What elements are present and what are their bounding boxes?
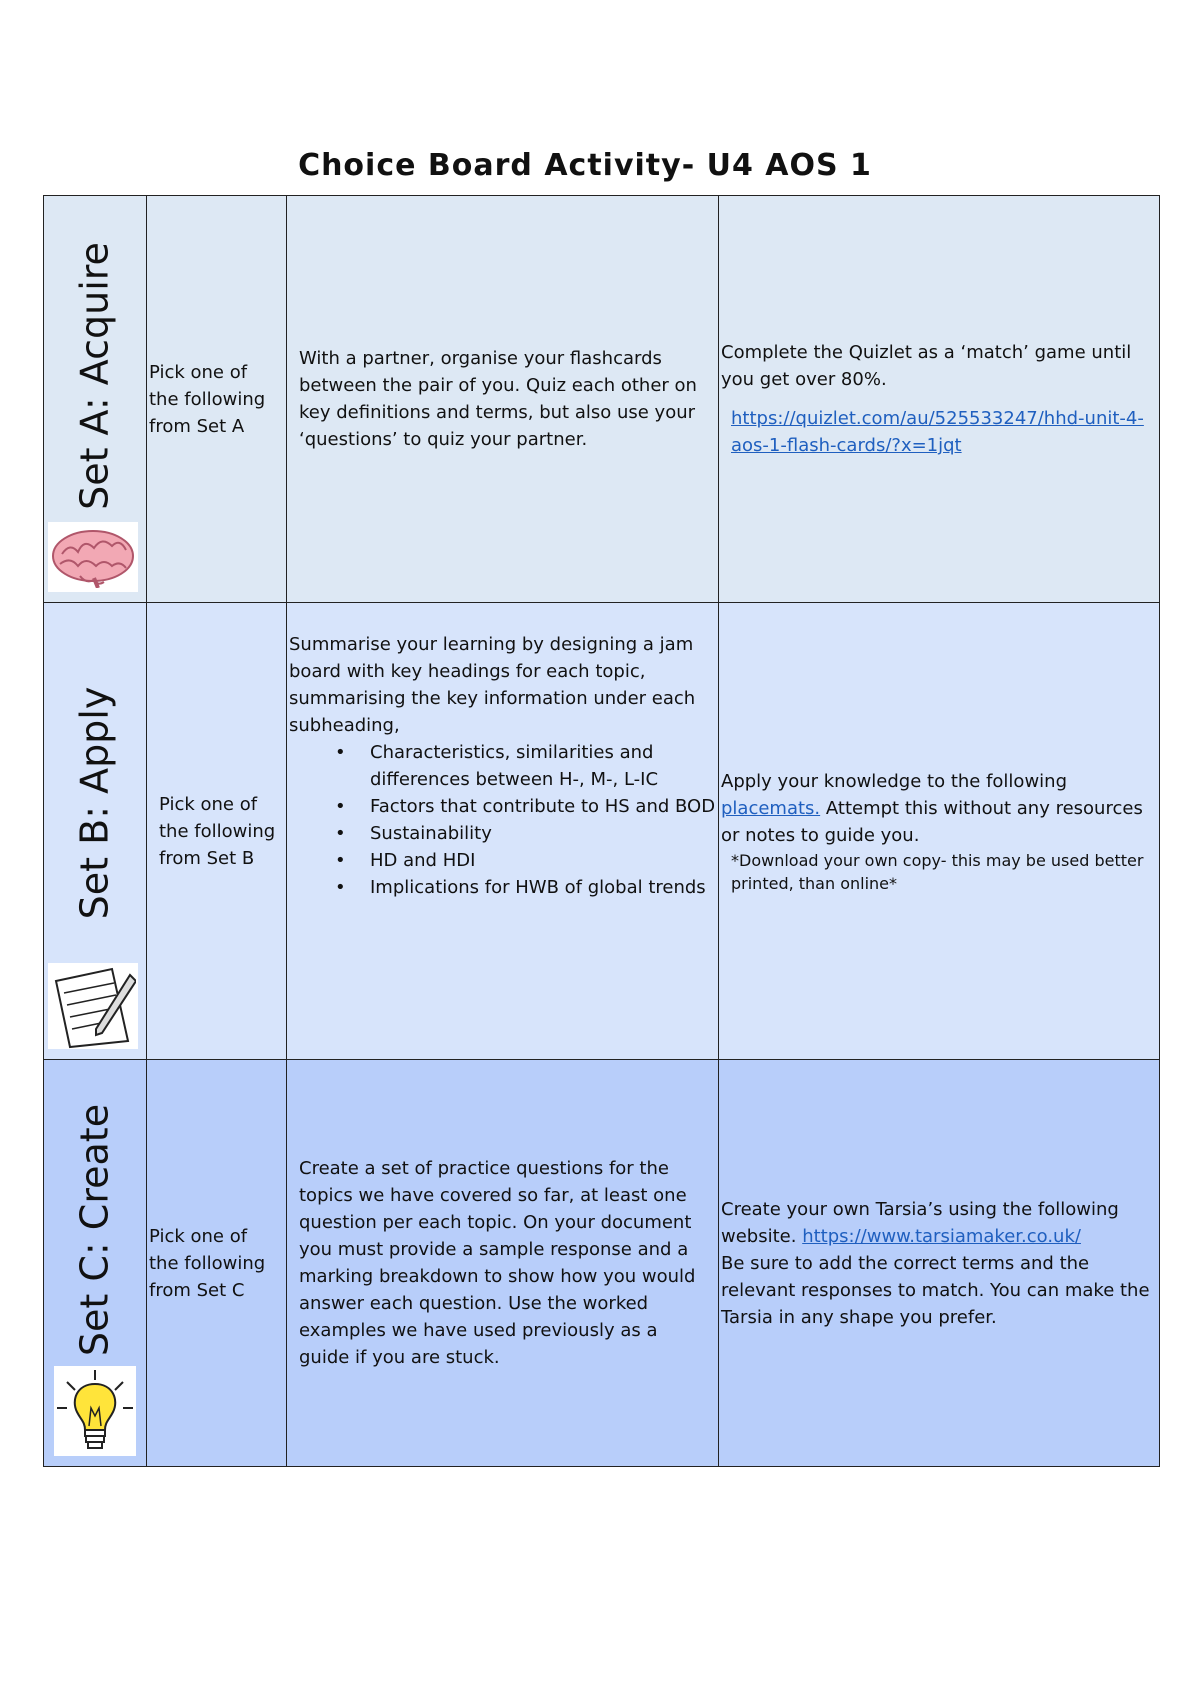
topic-item: • Sustainability — [370, 820, 718, 847]
set-c-instruction-cell — [147, 1060, 287, 1467]
set-c-option-2-after: Be sure to add the correct terms and the relevant responses to match. You can make the Tarsia in any shape you prefer. — [721, 1252, 1150, 1328]
set-a-label: Set A: Acquire — [72, 242, 117, 510]
set-b-label: Set B: Apply — [72, 686, 117, 920]
set-c-label: Set C: Create — [72, 1103, 117, 1357]
set-b-label-cell — [44, 603, 147, 1060]
set-a-option-2 — [719, 196, 1160, 603]
download-note: *Download your own copy- this may be used better printed, than online* — [731, 850, 1144, 893]
set-a-instruction-cell — [147, 196, 287, 603]
set-c-option-2 — [719, 1060, 1160, 1467]
topic-item: • HD and HDI — [370, 847, 718, 874]
set-a-pick-text: Pick one of the following from Set A — [149, 361, 266, 437]
set-a-option-2-text: Complete the Quizlet as a ‘match’ game until you get over 80%. — [721, 342, 1132, 390]
set-a-label-cell — [44, 196, 147, 603]
set-b-instruction-cell — [147, 603, 287, 1060]
row-set-c — [44, 1060, 1160, 1467]
set-c-pick-text: Pick one of the following from Set C — [149, 1225, 266, 1301]
choice-board-table — [43, 195, 1160, 1467]
set-b-topic-list — [287, 739, 718, 901]
set-b-pick-text: Pick one of the following from Set B — [159, 793, 276, 869]
set-b-option-1 — [287, 603, 719, 1060]
tarsiamaker-link[interactable]: https://www.tarsiamaker.co.uk/ — [802, 1225, 1081, 1247]
quizlet-link[interactable]: https://quizlet.com/au/525533247/hhd-unit-4-aos-1-flash-cards/?x=1jqt — [731, 408, 1144, 456]
set-b-option-2 — [719, 603, 1160, 1060]
set-c-option-1 — [287, 1060, 719, 1467]
notepad-pencil-icon — [48, 963, 138, 1049]
row-set-a — [44, 196, 1160, 603]
page-title: Choice Board Activity- U4 AOS 1 — [298, 148, 872, 183]
row-set-b — [44, 603, 1160, 1060]
placemats-link[interactable]: placemats. — [721, 797, 821, 819]
set-b-option-2-after: Attempt this without any resources or notes to guide you. — [721, 797, 1143, 846]
set-b-option-1-intro: Summarise your learning by designing a jam board with key headings for each topic, summarising the key information under each subheading, — [289, 634, 696, 736]
topic-item: • Implications for HWB of global trends — [370, 874, 718, 901]
set-a-option-1 — [287, 196, 719, 603]
set-c-option-2-text — [719, 1196, 1159, 1331]
topic-item: • Characteristics, similarities and differences between H-, M-, L-IC — [370, 739, 718, 793]
brain-icon — [48, 522, 138, 592]
set-a-option-1-text: With a partner, organise your flashcards between the pair of you. Quiz each other on key definitions and terms, but also use your ‘questions’ to quiz your partner. — [299, 348, 697, 450]
set-c-option-1-text: Create a set of practice questions for the topics we have covered so far, at least one question per each topic. On your document you must provide a sample response and a marking breakdown to show how you would answer each question. Use the worked examples we have used previously as a guide if you are stuck. — [299, 1158, 696, 1368]
set-b-option-2-before: Apply your knowledge to the following — [721, 770, 1067, 792]
topic-item: • Factors that contribute to HS and BOD — [370, 793, 718, 820]
lightbulb-icon — [54, 1366, 136, 1456]
set-c-label-cell — [44, 1060, 147, 1467]
set-b-option-2-text — [719, 768, 1159, 849]
set-c-option-2-before: Create your own Tarsia’s using the following website. — [721, 1198, 1119, 1247]
